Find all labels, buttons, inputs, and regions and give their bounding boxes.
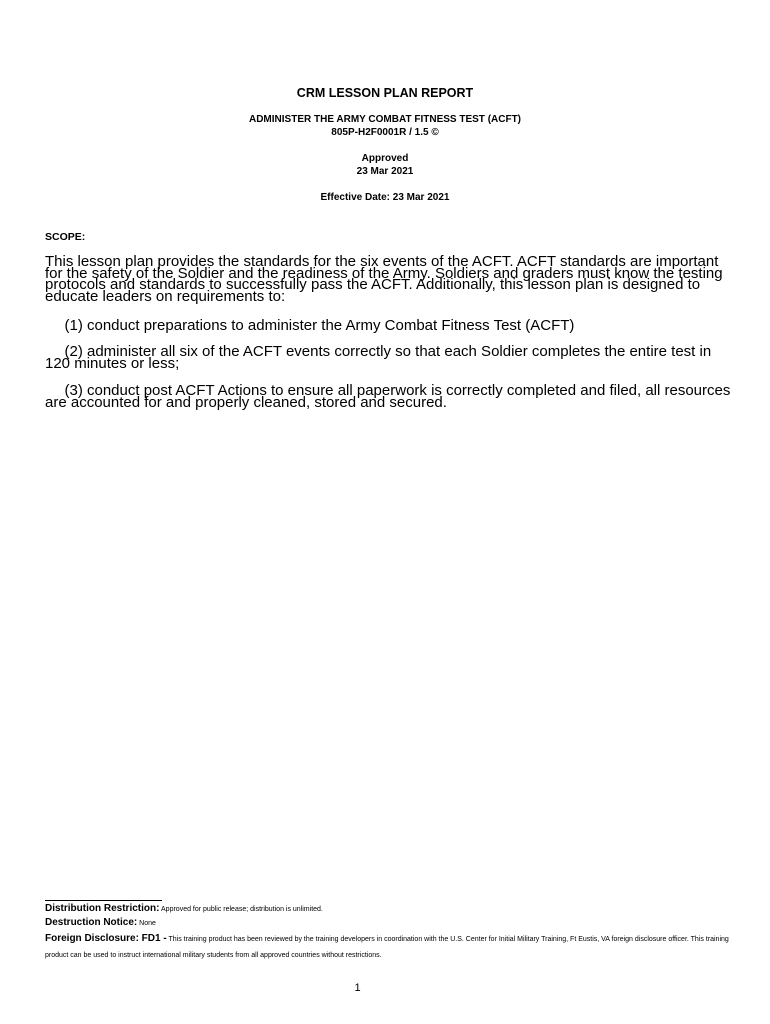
distribution-text: Approved for public release; distribution is unlimited. xyxy=(159,906,323,913)
scope-heading: SCOPE: xyxy=(45,231,86,243)
effective-date: Effective Date: 23 Mar 2021 xyxy=(320,192,450,203)
scope-item-3: (3) conduct post ACFT Actions to ensure all paperwork is correctly completed and filed, all resources are accounted for and properly cleaned, stored and secured. xyxy=(45,382,731,411)
scope-item-1: (1) conduct preparations to administer the Army Combat Fitness Test (ACFT) xyxy=(64,317,575,334)
destruction-label: Destruction Notice: xyxy=(45,916,138,928)
lesson-title: ADMINISTER THE ARMY COMBAT FITNESS TEST (ACFT) xyxy=(248,114,522,125)
foreign-disclosure xyxy=(45,931,735,964)
report-title: CRM LESSON PLAN REPORT xyxy=(296,86,474,100)
foreign-label: Foreign Disclosure: FD1 - xyxy=(45,933,167,944)
page-number: 1 xyxy=(354,982,361,994)
approval-status: Approved xyxy=(361,153,409,164)
foreign-text: This training product has been reviewed by the training developers in coordination with the U.S. Center for Initial Military Training, Ft Eustis, VA foreign disclosure officer. This training product can be used to instruct international military students from all approved countries without restrictions. xyxy=(45,936,729,959)
approval-date: 23 Mar 2021 xyxy=(356,166,414,177)
distribution-label: Distribution Restriction: xyxy=(45,903,160,914)
distribution-restriction xyxy=(45,904,735,916)
scope-item-2: (2) administer all six of the ACFT events correctly so that each Soldier completes the entire test in 120 minutes or less; xyxy=(45,343,712,372)
scope-paragraph: This lesson plan provides the standards for the six events of the ACFT. ACFT standards are important for the safety of the Soldier and the readiness of the Army. Soldiers and graders must know the testing protocols and standards to successfully pass the ACFT. Additionally, this lesson plan is designed to educate leaders on requirements to: xyxy=(45,253,723,305)
destruction-text: None xyxy=(137,919,156,927)
footnote-divider xyxy=(45,900,162,901)
lesson-code: 805P-H2F0001R / 1.5 © xyxy=(331,127,439,138)
destruction-notice xyxy=(45,918,735,930)
footnotes xyxy=(45,904,735,966)
